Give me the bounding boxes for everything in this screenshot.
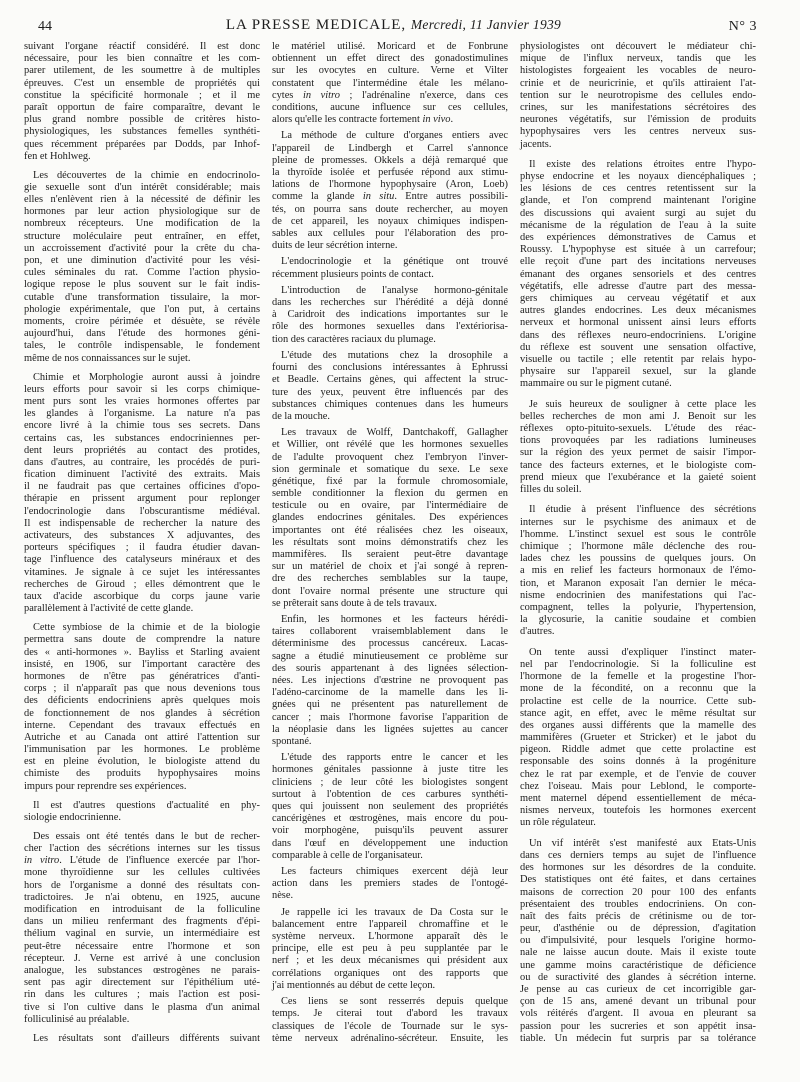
text-line: prolactine est celle de la nourrice. Cette sub- xyxy=(520,695,756,707)
text-line: prend mieux que l'exubérance et la gaieté soient xyxy=(520,471,756,483)
paragraph xyxy=(272,350,508,423)
text-line: physiologiques, les substances femelles synthéti- xyxy=(24,126,260,138)
text-line: nèse. xyxy=(272,890,294,902)
text-line: voir morphogène, puisqu'ils peuvent assurer xyxy=(272,825,508,837)
text-line: neurones végétatifs, sur l'émission de produits xyxy=(520,114,756,126)
text-line: récepteur. J. Verne est arrivé à une conclusion xyxy=(24,952,260,964)
text-column-middle xyxy=(272,41,508,1045)
text-line: modification en introduisant de la folliculine xyxy=(24,904,260,916)
text-line: chimique ; l'hormone mâle déclenche des rou- xyxy=(520,541,756,553)
text-line: constatent que l'intermédine étale les mélano- xyxy=(272,77,508,89)
text-line: Je rappelle ici les travaux de Da Costa sur le xyxy=(281,906,508,918)
text-column-right xyxy=(520,41,756,1045)
text-line: peut-être nécessaire entre l'hormone et son xyxy=(24,940,260,952)
text-line: folliculinisé au préalable. xyxy=(24,1013,130,1025)
text-line: sur la région des yeux permet de saisir l'impor- xyxy=(520,447,756,459)
text-line: gie sexuelle sont d'un intérêt considérable; mais xyxy=(24,181,260,193)
text-line: sur les ovocytes en culture. Verne et Vilter xyxy=(272,65,508,77)
paragraph xyxy=(272,996,508,1045)
text-line xyxy=(272,114,508,126)
text-line: comparable à celle de l'organisateur. xyxy=(272,849,423,861)
text-line: maisons de correction 20 pour 100 des enfants xyxy=(520,886,756,898)
text-line: corps ; il n'apparaît pas que nous devenions tous xyxy=(24,683,260,695)
text-line xyxy=(272,90,508,102)
text-line: rin dans les cultures ; mais l'action est posi- xyxy=(24,989,260,1001)
text-line: du réflexe est souvent une sensation olfactive, xyxy=(520,341,756,353)
paragraph xyxy=(520,838,756,1045)
text-line: aujourd'hui, dans l'étude des hormones géni- xyxy=(24,328,260,340)
text-line: ment purs sont les vraies hormones offertes par xyxy=(24,395,260,407)
text-line: sagne a étudié minutieusement ce problème sur xyxy=(272,650,508,662)
text-line: mique de l'influx nerveux, tandis que les xyxy=(520,53,756,65)
text-segment: . xyxy=(450,114,454,126)
text-line: Il est indispensable de rechercher la nature des xyxy=(24,517,260,529)
text-line: Un vif intérêt s'est manifesté aux Etats-Unis xyxy=(529,837,756,849)
text-line: Des essais ont été tentés dans le but de recher- xyxy=(33,830,260,842)
text-line: physaire sur l'appareil sexuel, sur la glande xyxy=(520,366,756,378)
text-line: testicule ou en ovaire, par l'intermédiaire de xyxy=(272,500,508,512)
text-line: visuelle ou tactile ; elle retentit par relais hypo- xyxy=(520,353,756,365)
text-line: action dans les premiers stades de l'ontogé- xyxy=(272,878,508,890)
text-line: se prêterait sans doute à de tels travaux. xyxy=(272,597,438,609)
text-line: elles n'enlèvent rien à la nécessité de définir les xyxy=(24,194,260,206)
text-line: taux d'acide ascorbique du corps jaune varie xyxy=(24,590,260,602)
text-line: épreuves. C'est un ensemble de propriétés qui xyxy=(24,77,260,89)
text-line: pigeon. Riddle admet que cette prolactine est xyxy=(520,744,756,756)
text-line: Les travaux de Wolff, Dantchakoff, Gallagher xyxy=(281,427,508,439)
text-line: hormones de n'être pas génératrices d'anti- xyxy=(24,670,260,682)
text-line: tiable. Un médecin fut surpris par sa tolérance xyxy=(520,1032,756,1044)
text-line: recherches de Giroud ; elles démontrent que le xyxy=(24,578,260,590)
text-line: physiologistes ont découvert le médiateur chi- xyxy=(520,41,756,52)
text-line: tage l'influence des catalyseurs minéraux et des xyxy=(24,554,260,566)
text-line: de cet appareil, les noyaux chimiques indispen- xyxy=(272,215,508,227)
text-line: l'appareil de Lindbergh et Carrel s'annonce xyxy=(272,142,508,154)
text-line: un accroissement d'activité pour la crête du cha- xyxy=(24,242,260,254)
text-line: semble conditionner la flexion du germen en xyxy=(272,488,508,500)
text-line: l'homme. L'instinct sexuel est sous le contrôle xyxy=(520,528,756,540)
text-segment: . L'étude de l'influence exercée par l'hor- xyxy=(59,855,260,867)
text-line: fourni des conclusions intéressantes à Ephrussi xyxy=(272,362,508,374)
text-line xyxy=(272,191,508,203)
paragraph xyxy=(272,752,508,862)
text-line: corrélations organiques ont des rapports que xyxy=(272,967,508,979)
text-line: Roussy. L'hypophyse est située à un carrefour; xyxy=(520,244,756,256)
text-line: de fonctionnement de nos glandes à sécrétion xyxy=(24,707,260,719)
text-line: chez l'oiseau. Mais pour Leblond, le comporte- xyxy=(520,780,756,792)
text-line: ou d'impulsivité, pour lesquels l'origine hormo- xyxy=(520,935,756,947)
paragraph xyxy=(272,130,508,252)
text-line: un rôle régulateur. xyxy=(520,817,596,829)
text-line: tion des caractères raciaux du plumage. xyxy=(272,333,436,345)
text-line: sent pas agir directement sur l'épithélium uté- xyxy=(24,977,260,989)
text-line: gnées qui ne présentent pas naturellement de xyxy=(272,699,508,711)
text-line: plus grand nombre possible de critères histo- xyxy=(24,114,260,126)
text-line: activateurs, des substances X adjuvantes, des xyxy=(24,530,260,542)
text-line: Chimie et Morphologie auront aussi à joindre xyxy=(33,371,260,383)
paragraph xyxy=(272,285,508,346)
paragraph xyxy=(272,614,508,748)
text-line: belles recherches de mon ami J. Benoit sur les xyxy=(520,410,756,422)
text-line: histologistes forgeaient les vocables de neuro- xyxy=(520,65,756,77)
text-line: fen et Hohlweg. xyxy=(24,150,91,162)
text-line: mammaire ou sur le pigment cutané. xyxy=(520,378,672,390)
text-line: On tente aussi d'expliquer l'instinct mater- xyxy=(529,646,756,658)
paragraph xyxy=(24,622,260,793)
text-line: une gamme moins caractéristique de déficience xyxy=(520,959,756,971)
text-line: substances chimiques contenues dans les humeurs xyxy=(272,398,508,410)
text-line: des hormones sur les désordres de la conduite. xyxy=(520,862,756,874)
text-segment: alors qu'elle les contracte fortement xyxy=(272,114,423,126)
text-line: dans un milieu renfermant des fragments d'épi- xyxy=(24,916,260,928)
text-line: nismes nerveux, toutefois les hormones exercent xyxy=(520,805,756,817)
text-line: tention sur le neurotropisme des cellules endo- xyxy=(520,89,756,101)
text-line: des organes aussi différents que la mamelle des xyxy=(520,719,756,731)
text-line: stance agit, en effet, avec le même résultat sur xyxy=(520,707,756,719)
text-line: cancérigènes et œstrogènes, mais encore du pou- xyxy=(272,813,508,825)
text-line: chez le rat par exemple, et de l'envie de couver xyxy=(520,768,756,780)
text-line: physe endocrine et les noyaux diencéphaliques ; xyxy=(520,171,756,183)
text-line: parer utilement, de les soumettre à de multiples xyxy=(24,65,260,77)
text-line: nécessaire, pour les bien connaître et les com- xyxy=(24,53,260,65)
text-line: principe, elle est peu à peu supplantée par le xyxy=(272,943,508,955)
paragraph xyxy=(520,647,756,830)
text-line: filles du soleil. xyxy=(520,484,582,496)
text-line: cher l'action des sécrétions internes sur les tissus xyxy=(24,843,260,855)
text-segment: cytes xyxy=(272,89,303,101)
text-line: peur, d'asthénie ou de dépression, d'agitation xyxy=(520,923,756,935)
text-line: des discussions qui avaient surgi au sujet du xyxy=(520,207,756,219)
text-line: la glycosurie, la canitie soudaine et combien xyxy=(520,614,756,626)
text-line: encore livré à la chimie tous ses secrets. Dans xyxy=(24,420,260,432)
text-line: interne. Cependant des travaux effectués en xyxy=(24,719,260,731)
italic-text: in situ xyxy=(362,191,395,203)
paragraph xyxy=(24,41,260,163)
text-line: permettra sans doute de comprendre la nature xyxy=(24,634,260,646)
text-line: hors de l'organisme a donné des résultats con- xyxy=(24,879,260,891)
text-segment: comme la glande xyxy=(272,191,363,203)
text-line: L'étude des mutations chez la drosophile a xyxy=(281,349,508,361)
text-line: nel par l'endocrinologie. Si la folliculine est xyxy=(520,658,756,670)
text-line: çon de 15 ans, amené devant un tribunal pour xyxy=(520,996,756,1008)
text-line: l'hormone de la femelle et la progestine l'hor- xyxy=(520,671,756,683)
paragraph xyxy=(272,866,508,903)
text-line: j'ai mentionnés au début de cette leçon. xyxy=(272,979,436,991)
text-line: dans ces derniers temps au sujet de l'influence xyxy=(520,849,756,861)
text-line: mone de la fécondité, on a reconnu que la xyxy=(520,683,756,695)
text-line: tions provoquées par les radiations lumineuses xyxy=(520,435,756,447)
text-line: importantes ont été réalisées chez les oiseaux, xyxy=(272,524,508,536)
text-line: des déficients endocriniens après quelques mois xyxy=(24,695,260,707)
text-line: dans d'autres, au contraire, les procédés de puri- xyxy=(24,456,260,468)
text-line: émanant des organes sensoriels et des centres xyxy=(520,268,756,280)
text-line: Cette symbiose de la chimie et de la biologie xyxy=(33,622,260,634)
text-line: moments, croire périmée et désuète, se révèle xyxy=(24,315,260,327)
text-line: structure moléculaire peut entraîner, en effet, xyxy=(24,230,260,242)
paragraph xyxy=(24,831,260,1026)
italic-text: in vivo xyxy=(422,114,451,126)
text-line: les résultats sont moins démonstratifs chez les xyxy=(272,536,508,548)
text-line: sur un matériel de choix et j'ai songé à repren- xyxy=(272,561,508,573)
text-line: dans l'œuf en développement une induction xyxy=(272,837,508,849)
text-line: Il est d'autres questions d'actualité en phy- xyxy=(33,799,260,811)
text-line: lades chez les poussins de quelques jours. On xyxy=(520,553,756,565)
text-line: conditions, aucune influence sur ces cellules, xyxy=(272,101,508,113)
text-line: tales, le contrôle indispensable, le fondement xyxy=(24,340,260,352)
issue-number: N° 3 xyxy=(728,19,757,34)
italic-text: in vitro xyxy=(24,855,60,867)
text-line: dont l'ovaire normal présente une structure qui xyxy=(272,585,508,597)
text-line: cliniciens ; de leur côté les biologistes songent xyxy=(272,776,508,788)
text-line: système nerveux. L'hormone apparaît dès le xyxy=(272,931,508,943)
text-line: dre des recherches semblables sur la taupe, xyxy=(272,573,508,585)
text-line: de la mouche. xyxy=(272,410,330,422)
paragraph xyxy=(520,159,756,391)
text-line: l'adéno-carcinome de la mamelle dans les li- xyxy=(272,687,508,699)
text-line: autres glandes endocrines. Les deux mécanismes xyxy=(520,305,756,317)
text-line: à Caridroit des indications importantes sur le xyxy=(272,309,508,321)
text-line: mammifères. Ils seraient peut-être davantage xyxy=(272,549,508,561)
text-line: génétique, fixé par la formule chromosomiale, xyxy=(272,475,508,487)
text-line: crinie et de neuricrinie, et qu'ils attiraient l'at- xyxy=(520,77,756,89)
text-line: des expériences démonstratives de Camus et xyxy=(520,232,756,244)
text-line: rôle des hormones sexuelles dans l'extériorisa- xyxy=(272,321,508,333)
text-line: l'immunisation par les hormones. Le problème xyxy=(24,744,260,756)
text-line: porteurs spécifiques ; il faudra étudier davan- xyxy=(24,542,260,554)
text-line: naît des faits précis de crétinisme ou de tor- xyxy=(520,910,756,922)
text-line: les lésions de ces centres retentissent sur la xyxy=(520,183,756,195)
paragraph xyxy=(24,170,260,365)
text-line: obtiennent un effet direct des gonadostimulines xyxy=(272,53,508,65)
text-line: spontané. xyxy=(272,735,312,747)
text-line: mécanisme de la régulation de l'eau à la suite xyxy=(520,219,756,231)
text-line: temps. Je citerai tout d'abord les travaux xyxy=(272,1008,508,1020)
text-line: insisté, en 1906, sur l'important caractère des xyxy=(24,658,260,670)
paragraph xyxy=(24,372,260,616)
text-line: et Beadle. Certains gènes, qui affectent la struc- xyxy=(272,374,508,386)
text-line: thélium vaginal en survie, un intermédiaire est xyxy=(24,928,260,940)
paragraph xyxy=(520,504,756,638)
text-line: d'autres. xyxy=(520,626,555,638)
text-line: et Willier, ont révélé que les hormones sexuelles xyxy=(272,439,508,451)
text-line: de l'adulte provoquent chez l'embryon l'inver- xyxy=(272,451,508,463)
text-line: Les découvertes de la chimie en endocrinolo- xyxy=(33,169,260,181)
text-line: Enfin, les hormones et les facteurs hérédi- xyxy=(281,614,508,626)
text-line: passion pour les sucreries et son appétit insa- xyxy=(520,1020,756,1032)
text-line: nerf ; et les deux mécanismes qui président aux xyxy=(272,955,508,967)
text-line: tème nerveux adrénalino-sécréteur. Ensuite, les xyxy=(272,1032,508,1044)
text-line: tion, et Maranon exposait l'an dernier le méca- xyxy=(520,577,756,589)
text-line: hypophysaires vers les centres nerveux sus- xyxy=(520,126,756,138)
text-line: Il existe des relations étroites entre l'hypo- xyxy=(529,158,756,170)
paragraph xyxy=(520,399,756,497)
text-segment: . Entre autres possibili- xyxy=(394,191,508,203)
text-line: dent leurs propriétés au contact des protides, xyxy=(24,444,260,456)
text-line: compagnent, telles la polyurie, l'hypertension, xyxy=(520,601,756,613)
text-line: déterminisme des processus cancéreux. Lacas- xyxy=(272,638,508,650)
text-line: responsable des soins donnés à la progéniture xyxy=(520,756,756,768)
text-line: lations de l'hormone hypophysaire (Aron, Loeb) xyxy=(272,179,508,191)
text-line: Il étudie à présent l'influence des sécrétions xyxy=(529,504,756,516)
text-line: même de nos connaissances sur le sujet. xyxy=(24,352,191,364)
text-line: vitamines. Je signale à ce sujet les intéressantes xyxy=(24,566,260,578)
text-line: présentaient des troubles endocriniens. On con- xyxy=(520,898,756,910)
text-line: il ne faudrait pas que certaines officines d'opo- xyxy=(24,481,260,493)
text-line: des « anti-hormones ». Bayliss et Starling avaient xyxy=(24,646,260,658)
text-line: tradictoires. Je n'ai obtenu, en 1925, aucune xyxy=(24,891,260,903)
text-line: la néoplasie dans les lignées sujettes au cancer xyxy=(272,723,508,735)
text-line: elle reçoit d'une part des incitations nerveuses xyxy=(520,256,756,268)
text-line: les glandes à l'organisme. La nature n'a pas xyxy=(24,408,260,420)
text-line: dans les recherches sur l'hérédité a déjà donné xyxy=(272,297,508,309)
text-line: constitue la spécificité hormonale ; et il me xyxy=(24,89,260,101)
text-line: logique repose le plus souvent sur le fait indis- xyxy=(24,279,260,291)
text-line: L'étude des rapports entre le cancer et les xyxy=(281,752,508,764)
text-line: ques récemment préparées par Dodds, par Inhof- xyxy=(24,138,260,150)
text-line: suivant l'organe réactif considéré. Il est donc xyxy=(24,41,260,52)
paragraph xyxy=(272,427,508,610)
text-line: réflexes opto-pituito-sexuels. L'étude des réac- xyxy=(520,423,756,435)
text-line: vols réitérés d'argent. Il avoua en pleurant sa xyxy=(520,1008,756,1020)
text-line: a mis en relief les facteurs hormonaux de l'émo- xyxy=(520,565,756,577)
text-line: parallèlement à l'activité de cette glande. xyxy=(24,603,194,615)
text-line: La méthode de culture d'organes entiers avec xyxy=(281,130,508,142)
text-line: la thyroïde isolée et perfusée répond aux stimu- xyxy=(272,166,508,178)
journal-title: LA PRESSE MEDICALE, xyxy=(225,17,407,33)
text-line: chimiste des produits hypophysaires moins xyxy=(24,768,260,780)
text-line: certains cas, les substances endocriniennes per- xyxy=(24,432,260,444)
text-line: cutable d'une transformation tissulaire, la mor- xyxy=(24,291,260,303)
text-line: est en pleine évolution, le biologiste attend du xyxy=(24,756,260,768)
text-line: mammifères (Grueter et Stricker) et le jabot du xyxy=(520,732,756,744)
text-line: hormones par leur action physiologique sur de xyxy=(24,206,260,218)
text-line: duits de leur sécrétion interne. xyxy=(272,240,398,252)
text-line: cancer ; mais l'hormone favorise l'apparition de xyxy=(272,711,508,723)
text-line: Autriche et au Canada ont attiré l'attention sur xyxy=(24,731,260,743)
text-line: nale ne laisse aucun doute. Mais il existe toute xyxy=(520,947,756,959)
text-column-left xyxy=(24,41,260,1045)
page-number: 44 xyxy=(38,19,52,34)
text-line: récemment plusieurs points de contact. xyxy=(272,268,434,280)
text-line: L'endocrinologie et la génétique ont trouvé xyxy=(281,256,508,268)
paragraph xyxy=(272,41,508,126)
text-line: Je suis heureux de souligner à cette place les xyxy=(529,398,756,410)
text-line: nisme endocrinien des manifestations qui l'ac- xyxy=(520,589,756,601)
text-line: surtout à l'obtention de ces carbures synthéti- xyxy=(272,788,508,800)
text-line: Je pense au cas curieux de cet incorrigible gar- xyxy=(520,984,756,996)
text-line: ment maternel dépend essentiellement de méca- xyxy=(520,793,756,804)
paragraph xyxy=(272,256,508,280)
text-line: glandes endocrines génitales. Des expériences xyxy=(272,512,508,524)
text-line: Les résultats sont d'ailleurs différents suivant xyxy=(33,1032,260,1044)
text-line: glande, et l'on comprend maintenant l'origine xyxy=(520,195,756,207)
text-line: mone thyroïdienne sur les cellules cultivées xyxy=(24,867,260,879)
text-line: taires collaborent vraisemblablement dans le xyxy=(272,626,508,638)
text-line: phologie expérimentale, que l'on put, à certains xyxy=(24,303,260,315)
text-line: thérapie en prissent argument pour replonger xyxy=(24,493,260,505)
text-line: siologie endocrinienne. xyxy=(24,811,121,823)
text-line: tance des facteurs externes, et le biologiste com- xyxy=(520,459,756,471)
text-line: jacents. xyxy=(520,138,552,150)
text-line: classiques de l'école de Tournade sur le sys- xyxy=(272,1020,508,1032)
paragraph xyxy=(520,41,756,151)
issue-date: Mercredi, 11 Janvier 1939 xyxy=(410,17,562,32)
text-line: crines, sur les manifestations sécrétoires des xyxy=(520,101,756,113)
text-line: Ces liens se sont resserrés depuis quelque xyxy=(281,996,508,1008)
text-line: balancement entre l'appareil chromaffine et le xyxy=(272,918,508,930)
text-line: paraît opportun de faire comparaître, devant le xyxy=(24,101,260,113)
paragraph xyxy=(24,1033,260,1045)
italic-text: in vitro xyxy=(302,89,340,101)
text-line: dans des réflexes neuro-endocriniens. L'origine xyxy=(520,329,756,341)
text-line: Les facteurs chimiques exercent déjà leur xyxy=(281,866,508,878)
paragraph xyxy=(272,907,508,992)
text-line: ou de suractivité des glandes à sécrétion interne. xyxy=(520,971,756,983)
text-line: L'introduction de l'analyse hormono-génitale xyxy=(281,284,508,296)
text-line: gers chimiques au cerveau végétatif et aux xyxy=(520,292,756,304)
text-line: nées. Les injections d'œstrine ne provoquent pas xyxy=(272,675,508,687)
text-line: tive si l'on cultive dans le plasma d'un animal xyxy=(24,1001,260,1013)
text-line: Des statistiques ont été faites, et dans certaines xyxy=(520,874,756,886)
text-line: l'endocrinologie dans l'obscurantisme médiéval. xyxy=(24,505,260,517)
text-line: nombreux récepteurs. Une modification de la xyxy=(24,218,260,230)
text-line: hormones génitales passionne à juste titre les xyxy=(272,764,508,776)
text-line: sion germinale et somatique du sexe. Le sexe xyxy=(272,463,508,475)
text-line: fication diminuent l'activité des extraits. Mais xyxy=(24,469,260,481)
text-line: des souris appartenant à des lignées sélection- xyxy=(272,662,508,674)
text-line: impurs pour reprendre ses expériences. xyxy=(24,780,187,792)
text-segment: ; l'adrénaline n'exerce, dans ces xyxy=(339,89,509,101)
text-line: végétatifs, elle adresse d'autre part des messa- xyxy=(520,280,756,292)
text-line: tés, on pourra sans doute rechercher, au moyen xyxy=(272,203,508,215)
text-line: sables aux cellules pour l'élaboration des pro- xyxy=(272,227,508,239)
text-line: ques qui jouissent non seulement des propriétés xyxy=(272,801,508,813)
text-line: ture des yeux, peuvent être influencés par des xyxy=(272,386,508,398)
text-line: cules séminales du rat. Comme l'action physio- xyxy=(24,267,260,279)
text-line: le matériel utilisé. Moricard et de Fonbrune xyxy=(272,41,508,52)
paragraph xyxy=(24,800,260,824)
text-line xyxy=(24,855,260,867)
text-line: pleine de promesses. Okkels a déjà remarqué que xyxy=(272,154,508,166)
text-line: nerveux et hormonal unissent ainsi leurs efforts xyxy=(520,317,756,329)
text-line: analogue, les substances œstrogènes ne parais- xyxy=(24,964,260,976)
text-line: leurs efforts pour savoir si les corps chimique- xyxy=(24,383,260,395)
text-line: internes sur le psychisme des animaux et de xyxy=(520,516,756,528)
text-line: pon, et une diminution d'activité pour les vési- xyxy=(24,255,260,267)
